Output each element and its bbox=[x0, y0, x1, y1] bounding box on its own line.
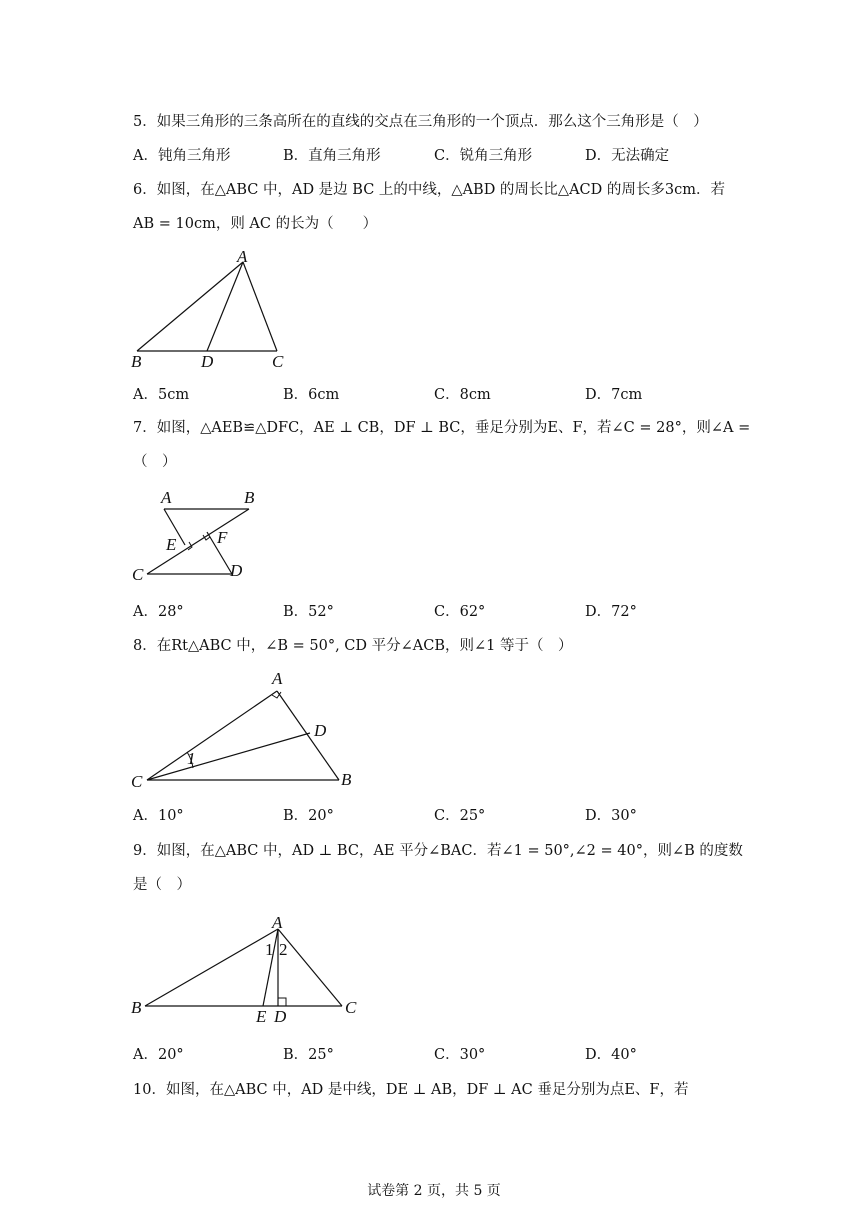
q9-label-c: C bbox=[345, 998, 357, 1017]
q8-label-d: D bbox=[314, 721, 327, 740]
q5-option-b: B．直角三角形 bbox=[283, 148, 381, 164]
q8-option-a: A．10° bbox=[133, 808, 184, 824]
q9-label-two: 2 bbox=[279, 940, 288, 959]
q6-edge-ac bbox=[243, 262, 277, 351]
q10-stem: 10．如图，在△ABC 中，AD 是中线，DE ⊥ AB，DF ⊥ AC 垂足分别为点E、F，若 bbox=[133, 1082, 689, 1098]
q8-edge-ab bbox=[277, 691, 339, 780]
q7-stem-line1: 7．如图，△AEB≌△DFC，AE ⊥ CB，DF ⊥ BC，垂足分别为E、F，若∠C = 28°，则∠A = bbox=[133, 420, 751, 436]
q7-stem-line2: （ ） bbox=[133, 454, 177, 470]
q8-stem: 8．在Rt△ABC 中，∠B = 50°, CD 平分∠ACB，则∠1 等于（ ） bbox=[133, 638, 573, 654]
q8-option-d: D．30° bbox=[585, 808, 637, 824]
q9-option-a: A．20° bbox=[133, 1047, 184, 1063]
q9-label-one: 1 bbox=[265, 940, 274, 959]
q9-right-angle-d bbox=[278, 998, 286, 1006]
q7-label-a: A bbox=[161, 488, 172, 507]
q8-label-angle-1: 1 bbox=[187, 749, 196, 768]
q6-option-b: B．6cm bbox=[283, 387, 340, 403]
q9-option-c: C．30° bbox=[434, 1047, 486, 1063]
q8-label-b: B bbox=[341, 770, 352, 789]
q6-label-b: B bbox=[131, 352, 142, 371]
q7-option-a: A．28° bbox=[133, 604, 184, 620]
q6-label-d: D bbox=[201, 352, 214, 371]
q9-stem-line1: 9．如图，在△ABC 中，AD ⊥ BC，AE 平分∠BAC．若∠1 = 50°,∠2 = 40°，则∠B 的度数 bbox=[133, 843, 743, 859]
q9-label-e: E bbox=[256, 1007, 267, 1026]
q9-figure bbox=[125, 905, 370, 1035]
q9-label-a: A bbox=[272, 913, 283, 932]
q7-option-b: B．52° bbox=[283, 604, 334, 620]
q5-stem: 5．如果三角形的三条高所在的直线的交点在三角形的一个顶点．那么这个三角形是（ ） bbox=[133, 114, 708, 130]
q8-option-b: B．20° bbox=[283, 808, 334, 824]
q8-label-c: C bbox=[131, 772, 143, 791]
q7-label-d: D bbox=[230, 561, 243, 580]
q8-label-a: A bbox=[272, 669, 283, 688]
q6-stem-line1: 6．如图，在△ABC 中，AD 是边 BC 上的中线，△ABD 的周长比△ACD 的周长多3cm．若 bbox=[133, 182, 725, 198]
q5-option-c: C．锐角三角形 bbox=[434, 148, 533, 164]
q6-option-c: C．8cm bbox=[434, 387, 491, 403]
q6-label-c: C bbox=[272, 352, 284, 371]
q7-option-d: D．72° bbox=[585, 604, 637, 620]
q5-option-a: A．钝角三角形 bbox=[133, 148, 231, 164]
q8-bisector-cd bbox=[147, 733, 310, 780]
q8-option-c: C．25° bbox=[434, 808, 486, 824]
q9-option-b: B．25° bbox=[283, 1047, 334, 1063]
q7-label-f: F bbox=[217, 528, 228, 547]
q7-option-c: C．62° bbox=[434, 604, 486, 620]
q7-label-b: B bbox=[244, 488, 255, 507]
q6-option-a: A．5cm bbox=[133, 387, 190, 403]
page-footer: 试卷第 2 页，共 5 页 bbox=[367, 1183, 501, 1199]
q9-edge-ac bbox=[278, 929, 342, 1006]
q6-edge-ab bbox=[137, 262, 243, 351]
q6-stem-line2: AB = 10cm，则 AC 的长为（ ） bbox=[133, 216, 378, 232]
q6-label-a: A bbox=[237, 247, 248, 266]
q7-label-c: C bbox=[132, 565, 144, 584]
q6-option-d: D．7cm bbox=[585, 387, 643, 403]
q9-label-d: D bbox=[274, 1007, 287, 1026]
q7-figure bbox=[125, 485, 265, 585]
q5-option-d: D．无法确定 bbox=[585, 148, 670, 164]
q8-edge-ca bbox=[147, 691, 277, 780]
q9-label-b: B bbox=[131, 998, 142, 1017]
q6-median-ad bbox=[207, 262, 243, 351]
q8-figure bbox=[125, 665, 365, 795]
q6-figure bbox=[125, 245, 295, 375]
q9-edge-ab bbox=[145, 929, 278, 1006]
q7-label-e: E bbox=[166, 535, 177, 554]
q9-stem-line2: 是（ ） bbox=[133, 877, 191, 893]
q9-option-d: D．40° bbox=[585, 1047, 637, 1063]
